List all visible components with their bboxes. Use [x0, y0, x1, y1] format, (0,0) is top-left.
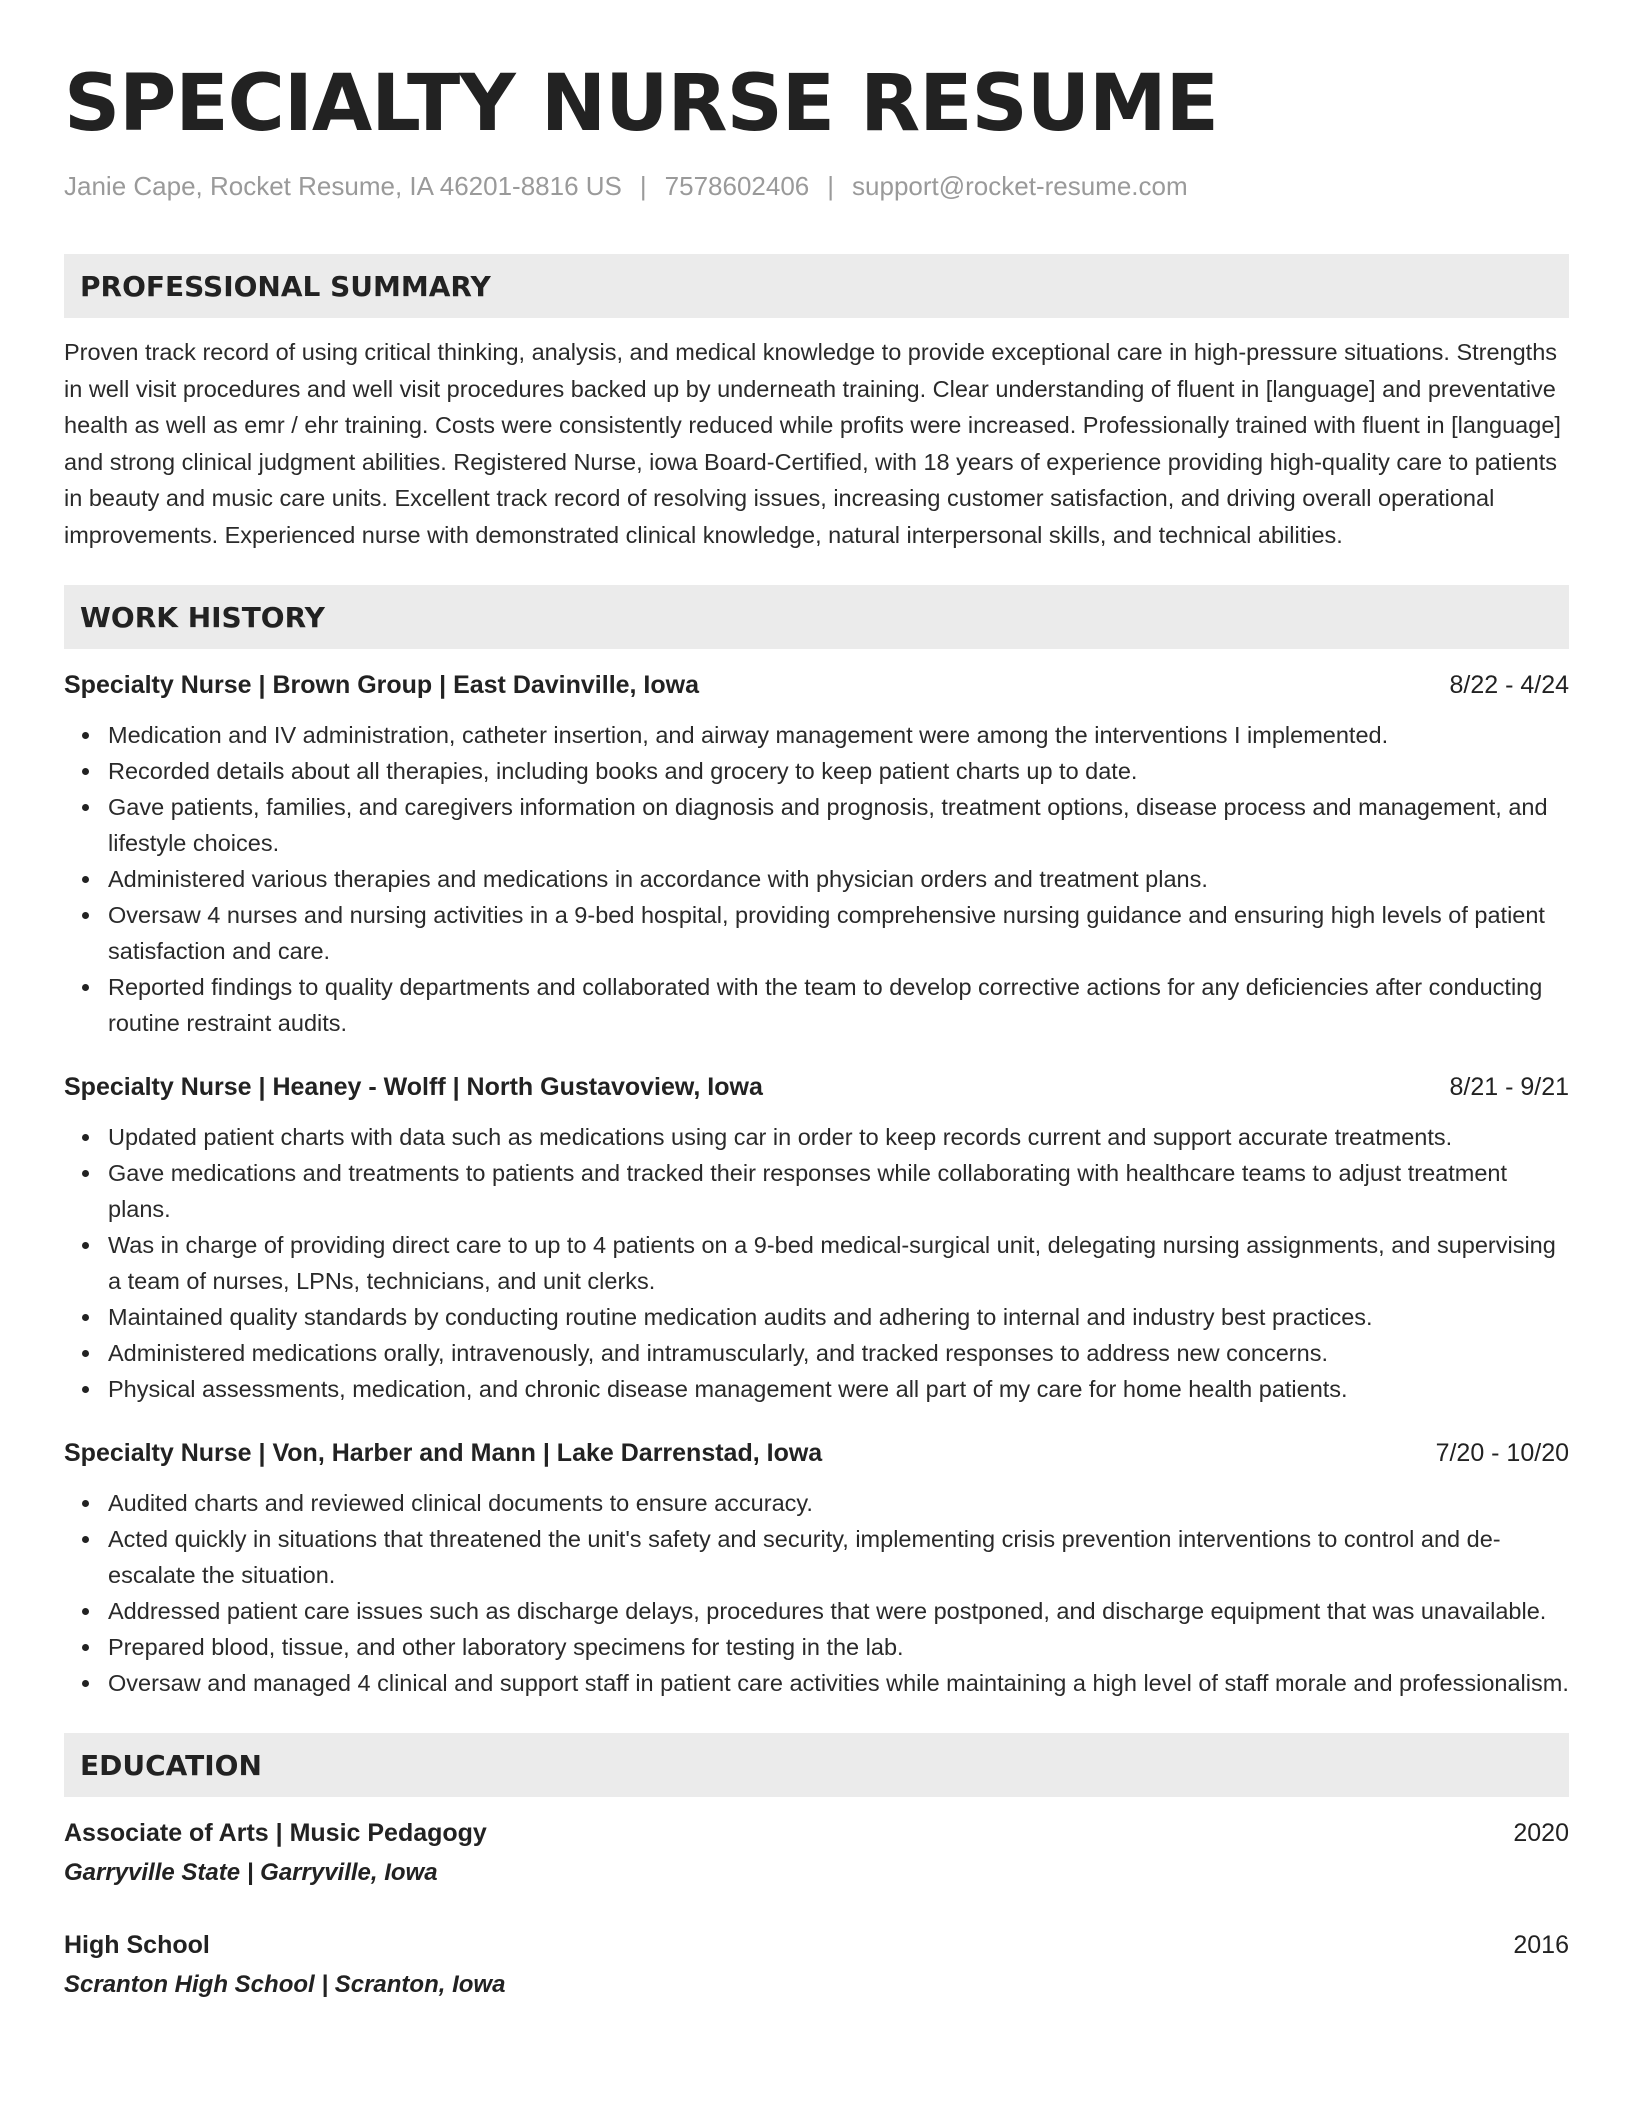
job-dates: 7/20 - 10/20	[1435, 1439, 1569, 1467]
job-title: Specialty Nurse | Von, Harber and Mann | Lake Darrenstad, Iowa	[64, 1439, 823, 1467]
education-degree: Associate of Arts | Music Pedagogy	[64, 1819, 487, 1847]
section-header-summary: PROFESSIONAL SUMMARY	[64, 254, 1569, 318]
job-dates: 8/22 - 4/24	[1449, 671, 1569, 699]
job-bullet: Oversaw and managed 4 clinical and support staff in patient care activities while maintaining a high level of staff morale and professionalism.	[108, 1665, 1569, 1701]
job-bullets	[64, 717, 1569, 1041]
contact-line	[64, 168, 1569, 204]
job-bullet: Was in charge of providing direct care to up to 4 patients on a 9-bed medical-surgical unit, delegating nursing assignments, and supervising a team of nurses, LPNs, technicians, and unit clerks.	[108, 1227, 1569, 1299]
contact-email: support@rocket-resume.com	[852, 171, 1188, 201]
job-entry	[64, 1069, 1569, 1407]
contact-address: Janie Cape, Rocket Resume, IA 46201-8816 US	[64, 171, 622, 201]
job-entry	[64, 667, 1569, 1041]
job-bullet: Gave medications and treatments to patients and tracked their responses while collaborating with healthcare teams to adjust treatment plans.	[108, 1155, 1569, 1227]
job-bullet: Administered various therapies and medications in accordance with physician orders and treatment plans.	[108, 861, 1569, 897]
job-header	[64, 1069, 1569, 1105]
resume-title: SPECIALTY NURSE RESUME	[64, 59, 1218, 149]
contact-separator: |	[827, 171, 835, 201]
section-header-work-history: WORK HISTORY	[64, 585, 1569, 649]
contact-phone: 7578602406	[664, 171, 810, 201]
job-bullet: Administered medications orally, intravenously, and intramuscularly, and tracked responses to address new concerns.	[108, 1335, 1569, 1371]
job-bullet: Oversaw 4 nurses and nursing activities in a 9-bed hospital, providing comprehensive nursing guidance and ensuring high levels of patient satisfaction and care.	[108, 897, 1569, 969]
job-title: Specialty Nurse | Brown Group | East Davinville, Iowa	[64, 671, 699, 699]
education-year: 2020	[1513, 1819, 1569, 1847]
section-header-education: EDUCATION	[64, 1733, 1569, 1797]
job-bullet: Prepared blood, tissue, and other laboratory specimens for testing in the lab.	[108, 1629, 1569, 1665]
job-header	[64, 667, 1569, 703]
contact-separator: |	[639, 171, 647, 201]
job-bullet: Physical assessments, medication, and chronic disease management were all part of my care for home health patients.	[108, 1371, 1569, 1407]
job-bullet: Recorded details about all therapies, including books and grocery to keep patient charts up to date.	[108, 753, 1569, 789]
education-year: 2016	[1513, 1931, 1569, 1959]
job-dates: 8/21 - 9/21	[1449, 1073, 1569, 1101]
job-bullet: Reported findings to quality departments and collaborated with the team to develop corrective actions for any deficiencies after conducting routine restraint audits.	[108, 969, 1569, 1041]
job-entry	[64, 1435, 1569, 1701]
education-header	[64, 1927, 1569, 1963]
job-title: Specialty Nurse | Heaney - Wolff | North Gustavoview, Iowa	[64, 1073, 763, 1101]
job-bullet: Addressed patient care issues such as discharge delays, procedures that were postponed, and discharge equipment that was unavailable.	[108, 1593, 1569, 1629]
summary-text: Proven track record of using critical thinking, analysis, and medical knowledge to provide exceptional care in high-pressure situations. Strengths in well visit procedures and well visit procedures backed up by underneath training. Clear understanding of fluent in [language] and preventative health as well as emr / ehr training. Costs were consistently reduced while profits were increased. Professionally trained with fluent in [language] and strong clinical judgment abilities. Registered Nurse, iowa Board-Certified, with 18 years of experience providing high-quality care to patients in beauty and music care units. Excellent track record of resolving issues, increasing customer satisfaction, and driving overall operational improvements. Experienced nurse with demonstrated clinical knowledge, natural interpersonal skills, and technical abilities.	[64, 339, 1561, 548]
education-entry	[64, 1927, 1569, 2003]
education-degree: High School	[64, 1931, 210, 1959]
education-header	[64, 1815, 1569, 1851]
job-bullet: Audited charts and reviewed clinical documents to ensure accuracy.	[108, 1485, 1569, 1521]
job-bullets	[64, 1119, 1569, 1407]
education-school: Scranton High School | Scranton, Iowa	[64, 1971, 506, 1998]
job-bullets	[64, 1485, 1569, 1701]
education-school: Garryville State | Garryville, Iowa	[64, 1859, 438, 1886]
education-entry	[64, 1815, 1569, 1891]
job-bullet: Updated patient charts with data such as medications using car in order to keep records current and support accurate treatments.	[108, 1119, 1569, 1155]
job-bullet: Acted quickly in situations that threatened the unit's safety and security, implementing crisis prevention interventions to control and de-escalate the situation.	[108, 1521, 1569, 1593]
job-bullet: Medication and IV administration, catheter insertion, and airway management were among the interventions I implemented.	[108, 717, 1569, 753]
job-header	[64, 1435, 1569, 1471]
job-bullet: Maintained quality standards by conducting routine medication audits and adhering to internal and industry best practices.	[108, 1299, 1569, 1335]
job-bullet: Gave patients, families, and caregivers information on diagnosis and prognosis, treatment options, disease process and management, and lifestyle choices.	[108, 789, 1569, 861]
